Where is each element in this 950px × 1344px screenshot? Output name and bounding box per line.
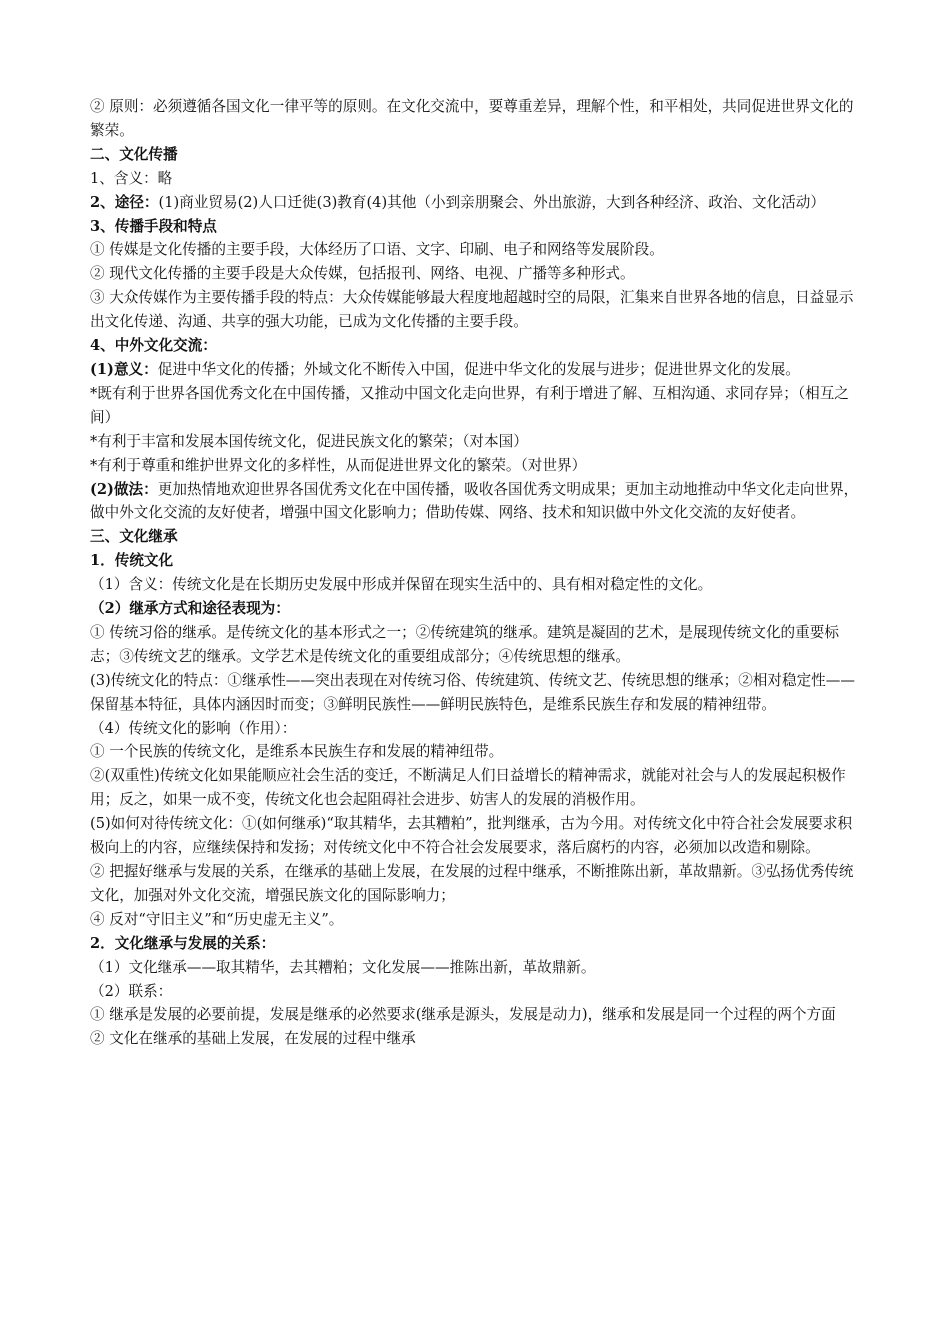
- bold-lead: 2．文化继承与发展的关系：: [90, 934, 276, 952]
- bold-lead: (1)意义：: [90, 360, 158, 378]
- subsection-heading: [90, 549, 860, 573]
- paragraph: [90, 669, 860, 717]
- paragraph: [90, 717, 860, 741]
- paragraph-text: ① 继承是发展的必要前提，发展是继承的必然要求(继承是源头，发展是动力)，继承和发展是同一个过程的两个方面: [90, 1006, 836, 1024]
- paragraph-text: (1)商业贸易(2)人口迁徙(3)教育(4)其他（小到亲朋聚会、外出旅游，大到各种经济、政治、文化活动）: [158, 193, 825, 211]
- paragraph: [90, 860, 860, 908]
- paragraph: [90, 430, 860, 454]
- paragraph: [90, 740, 860, 764]
- bold-lead: （2）继承方式和途径表现为：: [90, 600, 290, 618]
- paragraph: [90, 95, 860, 143]
- paragraph: [90, 454, 860, 478]
- paragraph-text: ④ 反对“守旧主义”和“历史虚无主义”。: [90, 910, 344, 928]
- bold-lead: 4、中外文化交流：: [90, 337, 217, 355]
- bold-lead: 3、传播手段和特点: [90, 217, 217, 235]
- paragraph-text: ③ 大众传媒作为主要传播手段的特点：大众传媒能够最大程度地超越时空的局限，汇集来自世界各地的信息，日益显示出文化传递、沟通、共享的强大功能，已成为文化传播的主要手段。: [90, 289, 854, 331]
- paragraph: [90, 191, 860, 215]
- bold-lead: 1．传统文化: [90, 552, 174, 570]
- paragraph-text: ② 把握好继承与发展的关系，在继承的基础上发展，在发展的过程中继承，不断推陈出新，革故鼎新。③弘扬优秀传统文化，加强对外文化交流，增强民族文化的国际影响力；: [90, 863, 854, 904]
- paragraph: [90, 980, 860, 1004]
- paragraph: [90, 358, 860, 382]
- paragraph: [90, 573, 860, 597]
- paragraph: [90, 956, 860, 980]
- subsection-heading: [90, 215, 860, 239]
- paragraph-text: （4）传统文化的影响（作用）：: [90, 719, 297, 737]
- paragraph-text: ② 现代文化传播的主要手段是大众传媒，包括报刊、网络、电视、广播等多种形式。: [90, 265, 635, 283]
- bold-lead: 二、文化传播: [90, 145, 178, 163]
- paragraph: [90, 1003, 860, 1027]
- paragraph-text: 1、含义：略: [90, 169, 173, 187]
- bold-lead: (2)做法：: [90, 480, 158, 498]
- subsection-heading: [90, 597, 860, 621]
- paragraph-text: (5)如何对待传统文化：①(如何继承)“取其精华，去其糟粕”，批判继承，古为今用。对传统文化中符合社会发展要求积极向上的内容，应继续保持和发扬；对传统文化中不符合社会发展要求，落后腐朽的内容，必须加以改造和剔除。: [90, 815, 853, 857]
- paragraph-text: 更加热情地欢迎世界各国优秀文化在中国传播，吸收各国优秀文明成果；更加主动地推动中华文化走向世界，做中外文化交流的友好使者，增强中国文化影响力；借助传媒、网络、技术和知识做中外文化交流的友好使者。: [90, 480, 859, 522]
- paragraph-text: （2）联系：: [90, 982, 173, 1000]
- paragraph: [90, 764, 860, 812]
- subsection-heading: [90, 334, 860, 358]
- paragraph-text: ① 传统习俗的继承。是传统文化的基本形式之一；②传统建筑的继承。建筑是凝固的艺术，是展现传统文化的重要标志；③传统文艺的继承。文学艺术是传统文化的重要组成部分；④传统思想的继承。: [90, 623, 839, 665]
- paragraph-text: *有利于丰富和发展本国传统文化，促进民族文化的繁荣；（对本国）: [90, 432, 528, 450]
- paragraph-text: ① 一个民族的传统文化，是维系本民族生存和发展的精神纽带。: [90, 743, 504, 761]
- paragraph-text: ② 原则：必须遵循各国文化一律平等的原则。在文化交流中，要尊重差异，理解个性，和平相处，共同促进世界文化的繁荣。: [90, 98, 854, 139]
- paragraph-text: ② 文化在继承的基础上发展，在发展的过程中继承: [90, 1030, 416, 1048]
- paragraph-text: *既有利于世界各国优秀文化在中国传播，又推动中国文化走向世界，有利于增进了解、互相沟通、求同存异；（相互之间）: [90, 384, 849, 426]
- paragraph: [90, 908, 860, 932]
- subsection-heading: [90, 932, 860, 956]
- paragraph: [90, 238, 860, 262]
- paragraph: [90, 262, 860, 286]
- paragraph-text: （1）文化继承——取其精华，去其糟粕；文化发展——推陈出新，革故鼎新。: [90, 958, 596, 976]
- paragraph-text: （1）含义：传统文化是在长期历史发展中形成并保留在现实生活中的、具有相对稳定性的文化。: [90, 576, 713, 594]
- paragraph: [90, 167, 860, 191]
- paragraph-text: ① 传媒是文化传播的主要手段，大体经历了口语、文字、印刷、电子和网络等发展阶段。: [90, 241, 664, 259]
- paragraph: [90, 286, 860, 334]
- paragraph-text: ②(双重性)传统文化如果能顺应社会生活的变迁，不断满足人们日益增长的精神需求，就能对社会与人的发展起积极作用；反之，如果一成不变，传统文化也会起阻碍社会进步、妨害人的发展的消极作用。: [90, 767, 846, 809]
- paragraph-text: *有利于尊重和维护世界文化的多样性，从而促进世界文化的繁荣。（对世界）: [90, 456, 587, 474]
- paragraph: [90, 812, 860, 860]
- paragraph: [90, 478, 860, 526]
- paragraph: [90, 382, 860, 430]
- paragraph-text: (3)传统文化的特点：①继承性——突出表现在对传统习俗、传统建筑、传统文艺、传统思想的继承；②相对稳定性——保留基本特征，具体内涵因时而变；③鲜明民族性——鲜明民族特色，是维系民族生存和发展的精神纽带。: [90, 671, 855, 713]
- paragraph-text: 促进中华文化的传播；外域文化不断传入中国，促进中华文化的发展与进步；促进世界文化的发展。: [157, 360, 800, 378]
- section-heading: [90, 525, 860, 549]
- section-heading: [90, 143, 860, 167]
- paragraph: [90, 1027, 860, 1051]
- paragraph: [90, 621, 860, 669]
- bold-lead: 三、文化继承: [90, 528, 178, 546]
- bold-lead: 2、途径：: [90, 193, 159, 211]
